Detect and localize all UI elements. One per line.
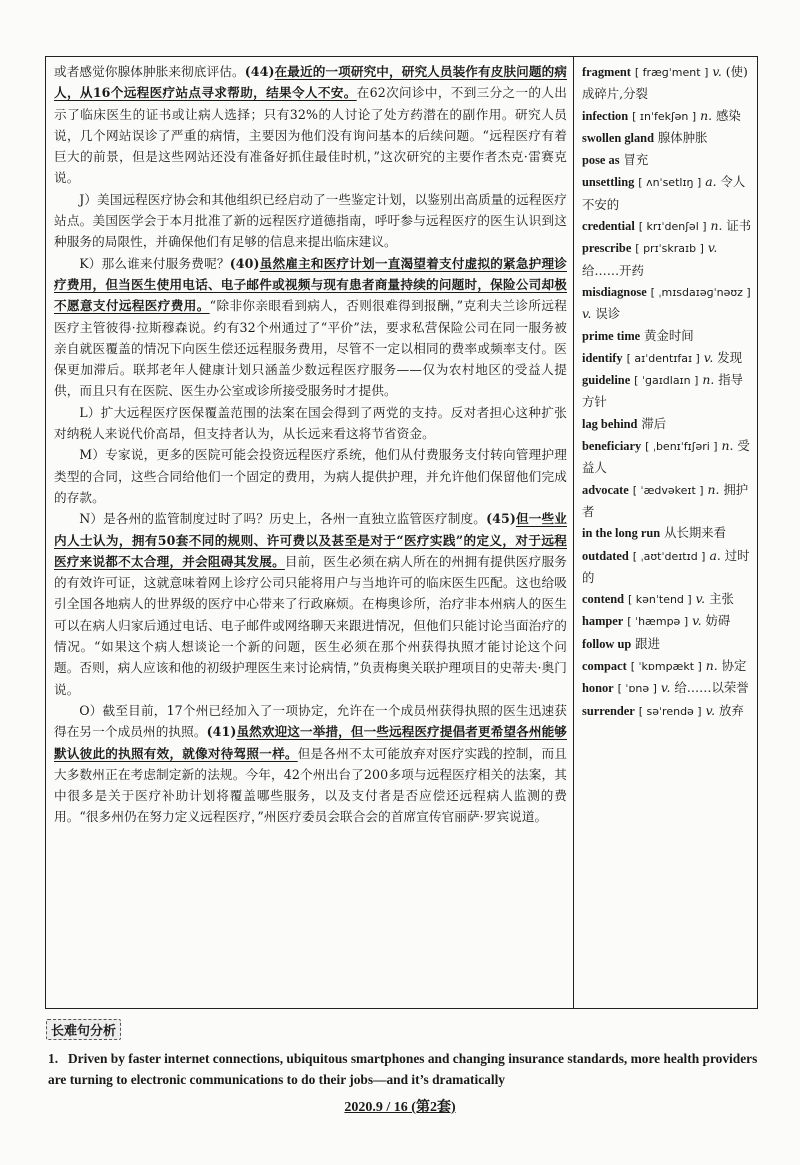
vocab-part-of-speech: v. xyxy=(695,591,706,607)
vocab-definition: 发现 xyxy=(717,349,742,365)
vocab-word: lag behind xyxy=(582,416,638,431)
page-footer: 2020.9 / 16 (第2套) xyxy=(344,1100,456,1115)
vocab-part-of-speech: v. xyxy=(703,349,714,365)
vocab-definition: 误诊 xyxy=(595,306,621,322)
vocab-word: compact xyxy=(582,659,627,674)
underlined-answer: 虽然雇主和医疗计划一直渴望着支付虚拟的紧急护理诊疗费用，但当医生使用电话、电子邮件或视频与现有患者商量持续的问题时，保险公司却极不愿意支付远程医疗费用。 xyxy=(54,255,567,314)
paragraph-n xyxy=(54,508,567,700)
vocab-part-of-speech: n. xyxy=(707,481,720,497)
vocab-word: honor xyxy=(582,681,614,696)
vocab-item xyxy=(582,281,753,325)
vocab-word: beneficiary xyxy=(582,439,642,454)
vocab-definition: 冒充 xyxy=(623,152,649,168)
vocab-part-of-speech: v. xyxy=(707,240,718,256)
question-number: (41) xyxy=(206,724,237,740)
vocab-phonetic: [ ˈædvəkeɪt ] xyxy=(632,483,704,497)
vocab-definition: 拥护者 xyxy=(582,481,749,519)
vocab-definition: 从长期来看 xyxy=(664,525,727,541)
vocab-phonetic: [ aɪˈdentɪfaɪ ] xyxy=(626,351,700,365)
paragraph-j: J）美国远程医疗协会和其他组织已经启动了一些鉴定计划，以鉴别出高质量的远程医疗站点。美国医学会于本月批准了新的远程医疗道德指南，呼吁参与远程医疗的医生认识到这种服务的局限性，并确保他们有足够的信息来提出临床建议。 xyxy=(54,191,567,250)
vocab-word: credential xyxy=(582,219,635,234)
vocab-item xyxy=(582,479,753,523)
text: N）是各州的监管制度过时了吗？历史上，各州一直独立监管医疗制度。 xyxy=(79,511,487,527)
vocab-item xyxy=(582,215,753,237)
vocab-phonetic: [ kənˈtend ] xyxy=(627,593,692,607)
vocab-word: unsettling xyxy=(582,175,635,190)
vocab-item xyxy=(582,325,753,347)
vocab-part-of-speech: v. xyxy=(660,680,671,696)
text: 但是各州不太可能放弃对医疗实践的控制，而且大多数州正在考虑制定新的法规。今年，42个州出台了200多项与远程医疗相关的法案，其中很多是关于医疗补助计划将覆盖哪些服务，以及支付者是否应偿还远程病人监测的费用。“很多州仍在努力定义远程医疗，”州医疗委员会联合会的首席宣传官丽萨·罗宾说道。 xyxy=(54,745,567,825)
vocab-item xyxy=(582,522,753,544)
vocab-item xyxy=(582,347,753,369)
content-frame xyxy=(45,56,758,1009)
underlined-answer: 在最近的一项研究中，研究人员装作有皮肤问题的病人，从16个远程医疗站点寻求帮助，结果令人不安。 xyxy=(54,64,567,101)
underlined-answer: 但一些业内人士认为，拥有50套不同的规则、许可费以及甚至是对于“医疗实践”的定义，对于远程医疗来说都不太合理，并会阻碍其发展。 xyxy=(54,511,567,569)
vocab-item xyxy=(582,171,753,215)
vocab-definition: 给……以荣誉 xyxy=(674,680,749,696)
vocab-definition: 证书 xyxy=(726,218,752,234)
paragraph-l: L）扩大远程医疗医保覆盖范围的法案在国会得到了两党的支持。反对者担心这种扩张对纳税人来说代价高昂，但支持者认为，从长远来看这将节省资金。 xyxy=(54,404,567,442)
vocab-phonetic: [ krɪˈdenʃəl ] xyxy=(638,220,707,234)
vocab-word: hamper xyxy=(582,614,624,629)
vocab-phonetic: [ ˈɒnə ] xyxy=(617,682,657,696)
vocab-phonetic: [ fræɡˈment ] xyxy=(634,66,709,79)
vocab-part-of-speech: v. xyxy=(582,306,592,322)
vocab-part-of-speech: n. xyxy=(700,107,713,123)
vocab-part-of-speech: n. xyxy=(705,658,718,674)
vocab-item xyxy=(582,633,753,655)
vocab-item xyxy=(582,127,753,149)
vocab-item xyxy=(582,237,753,281)
vocab-part-of-speech: n. xyxy=(702,372,715,388)
paragraph-o xyxy=(54,700,567,828)
translation-column xyxy=(46,57,574,1008)
vocab-definition: 过时的 xyxy=(582,547,750,585)
vocab-phonetic: [ ʌnˈsetlɪŋ ] xyxy=(638,176,702,190)
vocab-definition: 主张 xyxy=(709,591,734,607)
vocab-word: identify xyxy=(582,350,623,365)
vocab-phonetic: [ ˌaʊtˈdeɪtɪd ] xyxy=(632,549,706,563)
vocab-word: follow up xyxy=(582,636,632,651)
vocab-item xyxy=(582,545,753,589)
vocab-item xyxy=(582,149,753,171)
vocab-definition: 受益人 xyxy=(582,438,750,476)
question-number: (45) xyxy=(486,511,516,527)
vocab-definition: 感染 xyxy=(716,107,741,123)
vocab-definition: 腺体肿胀 xyxy=(657,129,708,145)
vocab-definition: 放弃 xyxy=(718,702,744,718)
question-number: (40) xyxy=(229,255,260,271)
vocab-definition: (使)成碎片,分裂 xyxy=(582,64,748,102)
sentence-analysis xyxy=(48,1048,760,1090)
vocab-definition: 滞后 xyxy=(641,415,667,431)
vocab-word: infection xyxy=(582,108,629,123)
vocab-part-of-speech: v. xyxy=(705,702,716,718)
analysis-text: Driven by faster internet connections, ubiquitous smartphones and changing insurance standards, more health providers are turning to electronic communications to do their jobs—and it’s dramatically xyxy=(48,1051,758,1087)
paragraph-i-end xyxy=(54,61,567,189)
vocab-part-of-speech: v. xyxy=(692,613,702,629)
vocab-phonetic: [ səˈrendə ] xyxy=(638,704,702,718)
text: 目前，医生必须在病人所在的州拥有提供医疗服务的有效许可证，这就意味着网上诊疗公司只能将用户与当地许可的临床医生匹配。这也给吸引全国各地病人的世界级的医疗中心带来了行政麻烦。在梅奥诊所，治疗非本州病人的医生可以在病人归家后通过电话、电子邮件或网络聊天来跟进情况，但他们只能讨论当面治疗的情况。“如果这个病人想谈论一个新的问题，医生必须在那个州获得执照才能讨论这个问题。否则，病人应该和他的初级护理医生来讨论病情，”负责梅奥关联护理项目的史蒂夫·奥门说。 xyxy=(54,553,567,697)
vocabulary-list xyxy=(582,61,753,722)
vocab-word: in the long run xyxy=(582,526,661,541)
vocab-item xyxy=(582,435,753,479)
paragraph-k xyxy=(54,253,567,402)
text: O）截至目前，17个州已经加入了一项协定，允许在一个成员州获得执照的医生迅速获得在另一个成员州的执照。 xyxy=(54,702,567,740)
vocab-item xyxy=(582,413,753,435)
vocab-item xyxy=(582,610,753,632)
vocab-definition: 令人不安的 xyxy=(582,174,746,212)
vocab-part-of-speech: n. xyxy=(710,218,723,234)
vocab-definition: 指导方针 xyxy=(582,372,744,410)
vocab-word: contend xyxy=(582,592,624,607)
vocab-item xyxy=(582,369,753,413)
vocab-word: advocate xyxy=(582,482,629,497)
vocab-part-of-speech: v. xyxy=(712,64,722,79)
vocab-phonetic: [ ˌmɪsdaɪəɡˈnəʊz ] xyxy=(650,285,751,299)
underlined-answer: 虽然欢迎这一举措，但一些远程医疗提倡者更希望各州能够默认彼此的执照有效，就像对待驾照一样。 xyxy=(54,724,567,761)
vocab-phonetic: [ ˈkɒmpækt ] xyxy=(630,660,702,674)
vocab-definition: 协定 xyxy=(721,658,747,674)
text: “除非你亲眼看到病人，否则很难得到报酬，”克利夫兰诊所远程医疗主管彼得·拉斯穆森说。约有32个州通过了“平价”法，要求私营保险公司在同一服务被亲自就医覆盖的情况下向医生偿还远程服务费用，尽管不一定以相同的费率或频率支付。医保更加滞后。联邦老年人健康计划只涵盖少数远程医疗服务——仅为农村地区的受益人提供，而且只有在医院、医生办公室或诊所接受服务时才提供。 xyxy=(54,298,567,399)
vocab-part-of-speech: a. xyxy=(709,547,721,563)
vocab-word: prescribe xyxy=(582,241,632,256)
vocab-word: guideline xyxy=(582,373,631,388)
vocab-item xyxy=(582,105,753,127)
vocab-phonetic: [ prɪˈskraɪb ] xyxy=(635,242,704,256)
question-number: (44) xyxy=(244,64,275,79)
vocab-item xyxy=(582,655,753,677)
vocab-part-of-speech: n. xyxy=(721,438,734,454)
vocab-definition: 给……开药 xyxy=(582,262,644,278)
text: 在62次问诊中，不到三分之一的人出示了临床医生的证书或让病人选择；只有32%的人讨论了处方药潜在的副作用。研究人员说，几个网站误诊了严重的病情，主要因为他们没有询问基本的后续问题。“远程医疗有着巨大的前景，但是这些网站还没有准备好抓住最佳时机，”这次研究的主要作者杰克·雷赛克说。 xyxy=(54,85,567,186)
vocab-word: outdated xyxy=(582,548,629,563)
vocab-item xyxy=(582,588,753,610)
paragraph-m: M）专家说，更多的医院可能会投资远程医疗系统，他们从付费服务支付转向管理护理类型的合同，这些合同给他们一个固定的费用，为病人提供护理，并允许他们保留他们完成的存款。 xyxy=(54,447,567,505)
vocab-item xyxy=(582,61,753,105)
vocab-phonetic: [ ˈɡaɪdlaɪn ] xyxy=(634,374,699,388)
text: K）那么谁来付服务费呢？ xyxy=(79,255,230,271)
vocab-item xyxy=(582,700,753,722)
vocab-phonetic: [ ˌbenɪˈfɪʃəri ] xyxy=(645,440,718,454)
vocab-phonetic: [ ˈhæmpə ] xyxy=(627,615,689,629)
vocab-item xyxy=(582,677,753,699)
vocab-definition: 跟进 xyxy=(635,635,660,651)
vocab-part-of-speech: a. xyxy=(705,174,717,190)
vocab-word: surrender xyxy=(582,703,635,718)
vocab-definition: 黄金时间 xyxy=(644,327,694,343)
item-number: 1. xyxy=(48,1051,59,1066)
vocab-word: pose as xyxy=(582,153,620,168)
vocab-word: swollen gland xyxy=(582,130,654,145)
vocab-word: fragment xyxy=(582,65,631,79)
vocab-word: prime time xyxy=(582,328,641,343)
text: 或者感觉你腺体肿胀来彻底评估。 xyxy=(54,64,245,79)
section-heading: 长难句分析 xyxy=(46,1019,121,1040)
vocab-phonetic: [ ɪnˈfekʃən ] xyxy=(632,109,697,123)
vocabulary-column xyxy=(574,57,757,1008)
vocab-word: misdiagnose xyxy=(582,284,647,299)
vocab-definition: 妨碍 xyxy=(705,613,731,629)
